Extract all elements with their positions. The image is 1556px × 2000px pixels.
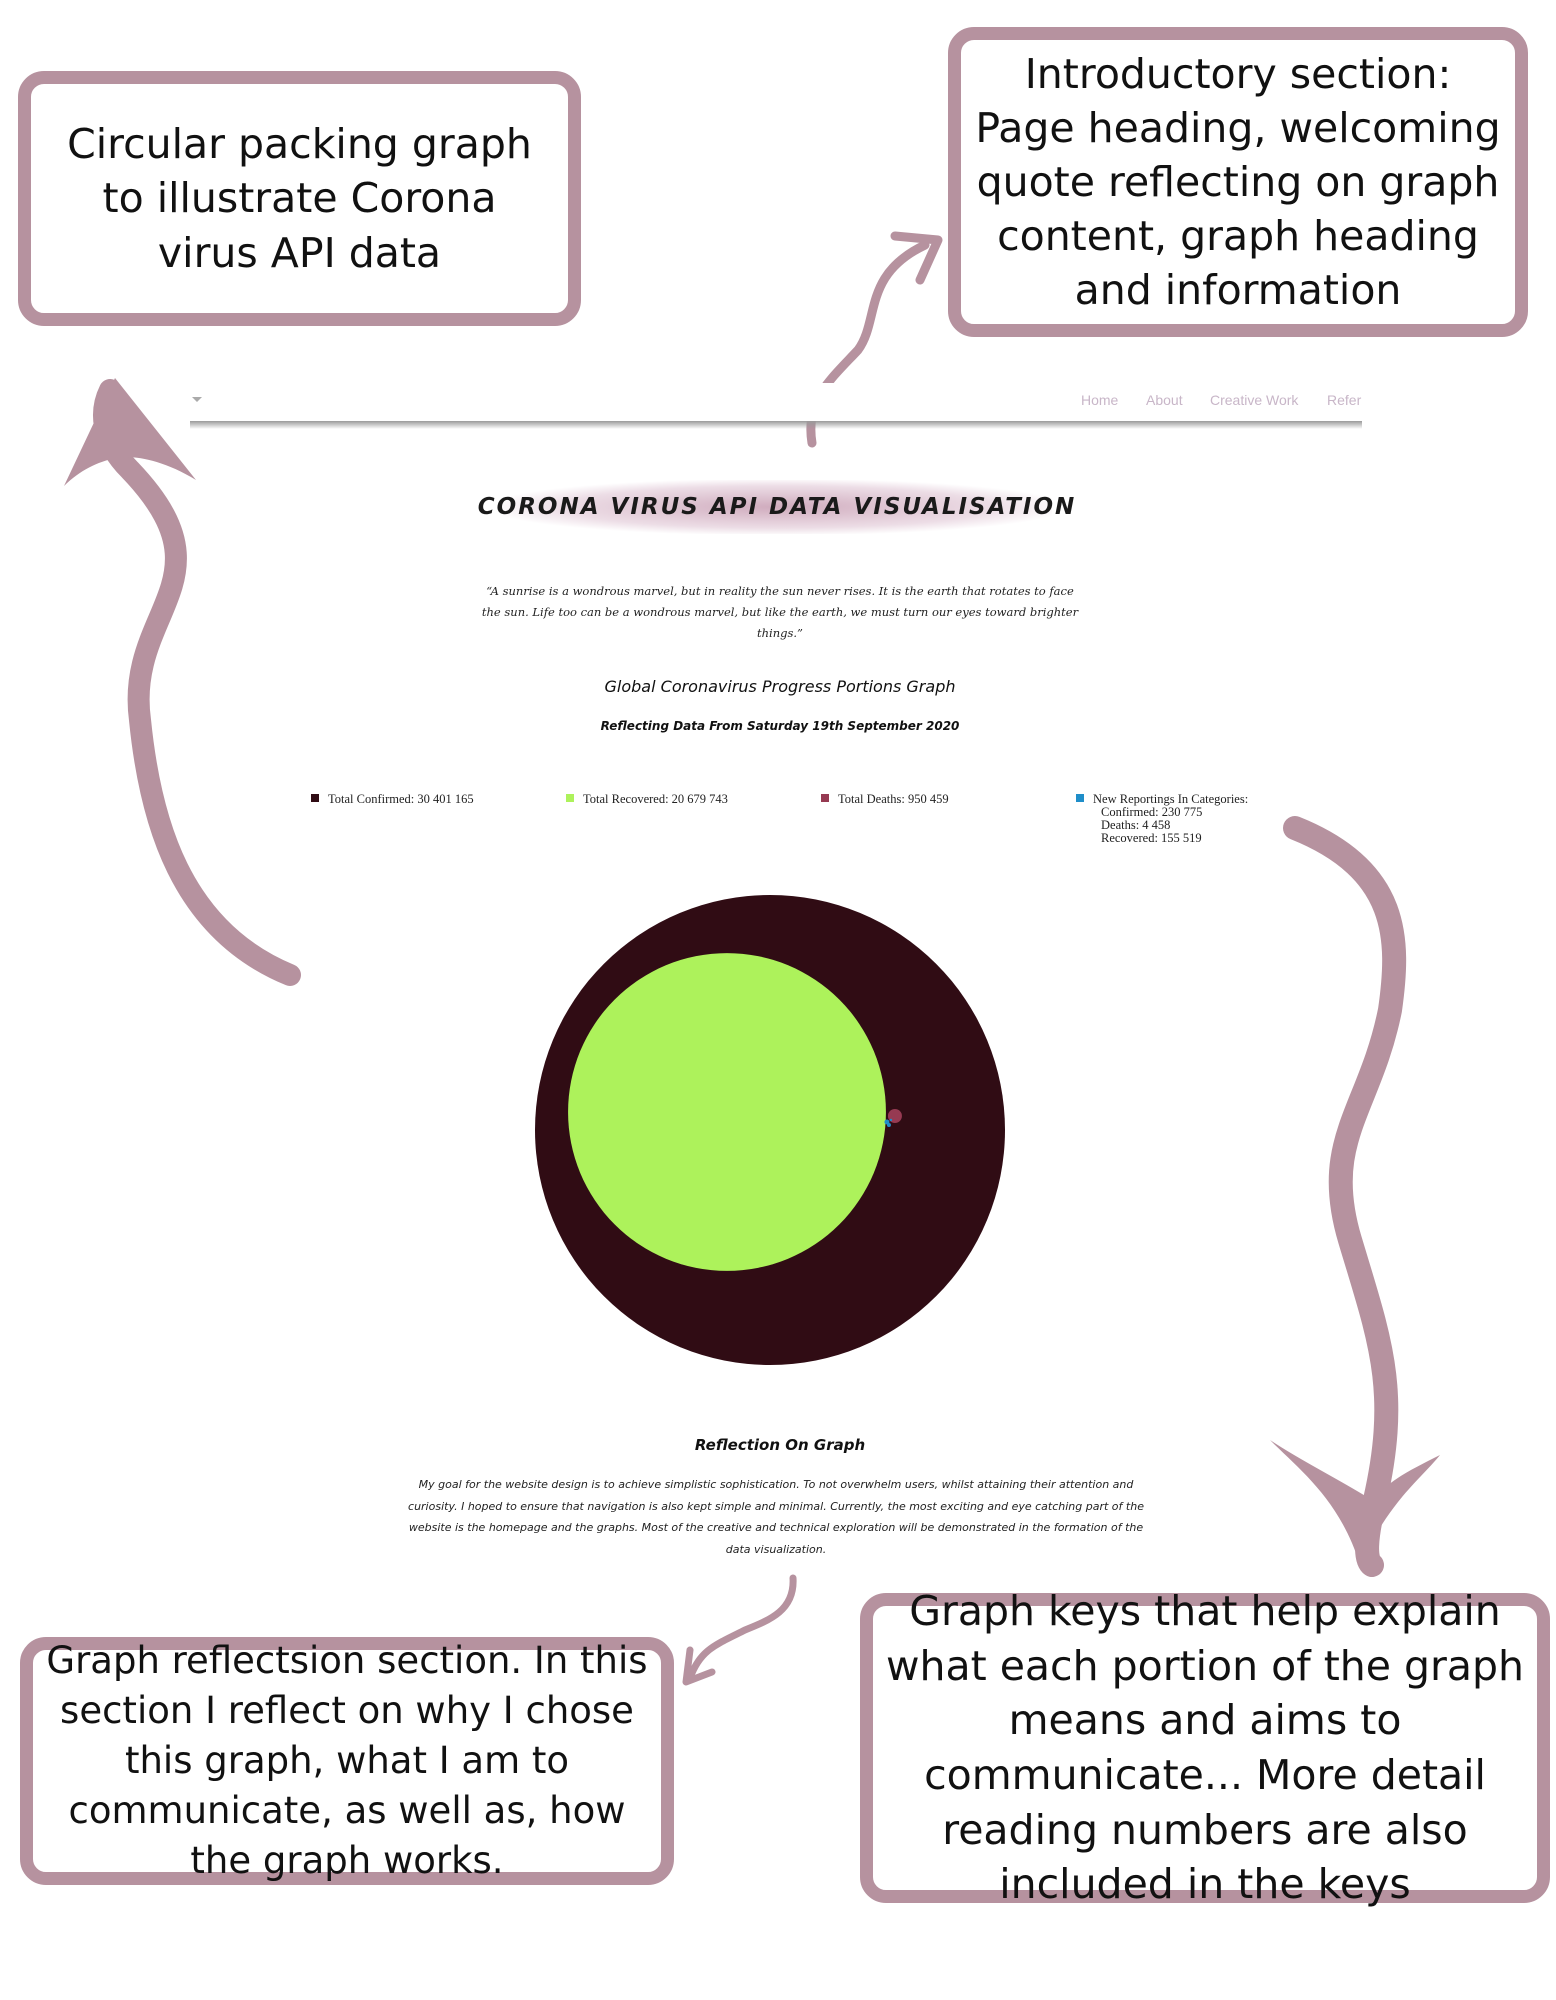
legend-label-new: New Reportings In Categories: <box>1093 792 1249 806</box>
arrow-to-reflection-callout <box>690 1578 793 1678</box>
legend-label-recovered: Total Recovered: 20 679 743 <box>583 792 728 806</box>
nav-dropdown-caret-icon[interactable] <box>192 397 202 402</box>
callout-intro-text: Introductory section: Page heading, welcoming quote reflecting on graph content, graph heading and information <box>975 49 1501 315</box>
legend-new-confirmed: Confirmed: 230 775 <box>1101 805 1203 819</box>
callout-keys-description <box>860 1587 1550 1909</box>
legend-new-deaths: Deaths: 4 458 <box>1101 818 1171 832</box>
circle-total-deaths <box>888 1109 902 1123</box>
legend-new-recovered: Recovered: 155 519 <box>1101 831 1202 845</box>
legend-swatch-confirmed <box>311 794 319 802</box>
arrow-head-intro <box>895 236 938 280</box>
legend-label-deaths: Total Deaths: 950 459 <box>838 792 949 806</box>
page-title-glow <box>477 480 1077 534</box>
navbar-shadow <box>190 421 1362 429</box>
circle-packing-graph <box>520 890 1020 1390</box>
nav-link-about[interactable]: About <box>1146 392 1183 408</box>
legend-item-confirmed <box>311 792 474 807</box>
arrow-head-up-left <box>64 378 196 486</box>
callout-keys-text: Graph keys that help explain what each portion of the graph means and aims to communicate... More detail reading numbers are also included in the keys <box>885 1587 1525 1909</box>
arrow-head-reflection <box>686 1650 712 1682</box>
graph-subheading: Reflecting Data From Saturday 19th September 2020 <box>600 719 960 733</box>
callout-graph-text: Circular packing graph to illustrate Corona virus API data <box>67 120 532 277</box>
page-title: CORONA VIRUS API DATA VISUALISATION <box>477 494 1077 520</box>
arrow-to-keys-callout <box>1295 828 1394 1565</box>
graph-heading: Global Coronavirus Progress Portions Graph <box>604 677 956 696</box>
callout-reflection-text: Graph reflectsion section. In this section I reflect on why I chose this graph, what I am to communicate, as well as, how the graph works. <box>46 1639 648 1882</box>
legend-item-recovered <box>566 792 728 807</box>
welcome-quote: “A sunrise is a wondrous marvel, but in reality the sun never rises. It is the earth that rotates to face the sun. Life too can be a wondrous marvel, but like the earth, we must turn our eyes toward brighter things.” <box>481 584 1079 640</box>
circle-total-recovered <box>568 953 886 1271</box>
callout-intro-description <box>948 27 1528 337</box>
circle-new-recovered <box>887 1123 891 1127</box>
nav-link-references[interactable]: Refer <box>1327 392 1362 408</box>
reflection-heading: Reflection On Graph <box>694 1436 866 1454</box>
nav-link-creative-work[interactable]: Creative Work <box>1210 392 1299 408</box>
arrow-to-graph-callout <box>104 390 290 975</box>
reflection-text: My goal for the website design is to achieve simplistic sophistication. To not overwhelm users, whilst attaining their attention and curiosity. I hoped to ensure that navigation is also kept simple and minimal. Currently, the most exciting and eye catching part of the website is the homepage and the graphs. Most of the creative and technical exploration will be demonstrated in the formation of the data visualization. <box>408 1478 1144 1556</box>
nav-link-home[interactable]: Home <box>1081 392 1119 408</box>
legend-swatch-recovered <box>566 794 574 802</box>
legend-item-deaths <box>821 792 949 807</box>
legend-swatch-deaths <box>821 794 829 802</box>
circle-new-deaths <box>890 1119 892 1121</box>
legend-new-details <box>1101 806 1202 845</box>
navbar <box>190 383 1362 421</box>
arrow-head-down-right <box>1270 1440 1440 1565</box>
legend-swatch-new <box>1076 794 1084 802</box>
callout-graph-description <box>18 71 581 326</box>
callout-reflection-description <box>20 1637 674 1885</box>
legend-label-confirmed: Total Confirmed: 30 401 165 <box>328 792 474 806</box>
